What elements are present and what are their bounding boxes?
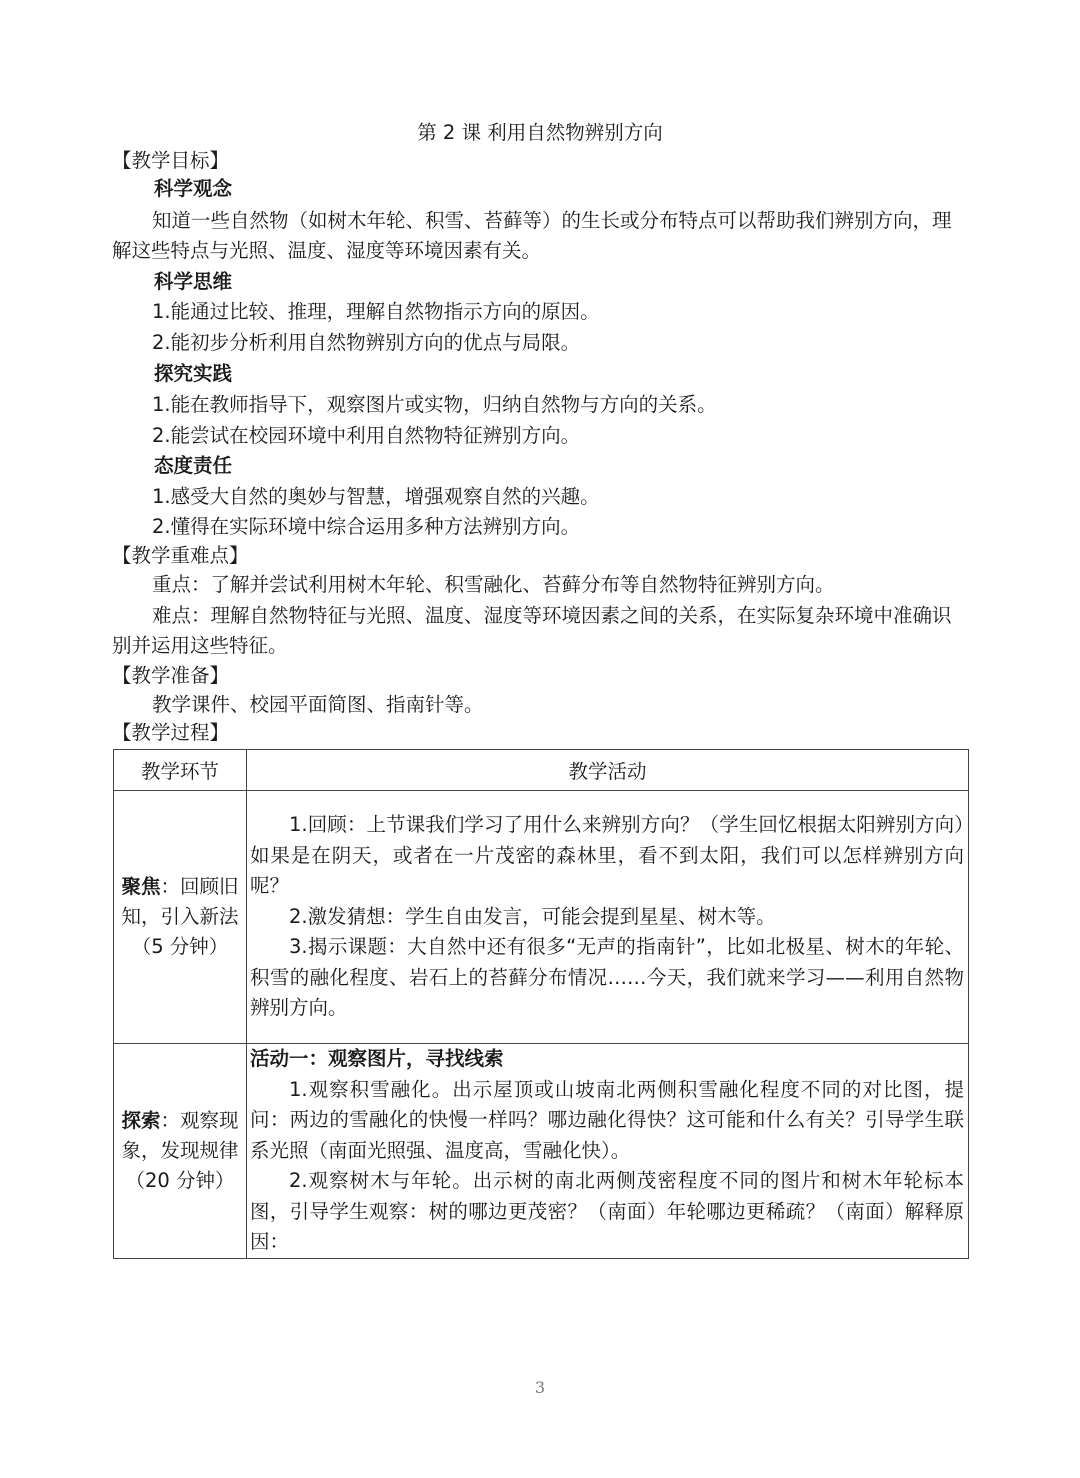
- stage-focus-name: 聚焦: [121, 875, 161, 898]
- stage-focus-line2: 知，引入新法: [121, 905, 239, 928]
- focus-paragraph-3: 3.揭示课题：大自然中还有很多“无声的指南针”，比如北极星、树木的年轮、积雪的融化程度、岩石上的苔藓分布情况……今天，我们就来学习——利用自然物辨别方向。: [250, 935, 964, 1020]
- focus-paragraph-1: 1.回顾：上节课我们学习了用什么来辨别方向？（学生回忆根据太阳辨别方向）如果是在阴天，或者在一片茂密的森林里，看不到太阳，我们可以怎样辨别方向呢？: [250, 813, 964, 898]
- attitude-item-2: 2.懂得在实际环境中综合运用多种方法辨别方向。: [152, 515, 581, 538]
- page-title: 第 2 课 利用自然物辨别方向: [417, 121, 663, 144]
- stage-focus-line1: [114, 872, 246, 902]
- practice-item-1: 1.能在教师指导下，观察图片或实物，归纳自然物与方向的关系。: [152, 393, 717, 416]
- section-heading-process: 【教学过程】: [112, 721, 230, 744]
- subheading-concept: 科学观念: [154, 177, 233, 200]
- table-header-row: [114, 750, 969, 791]
- focus-paragraph-2: 2.激发猜想：学生自由发言，可能会提到星星、树木等。: [289, 904, 776, 928]
- activity-cell-focus: [247, 791, 969, 1044]
- explore-paragraph-2: 2.观察树木与年轮。出示树的南北两侧茂密程度不同的图片和树木年轮标本图，引导学生观察：树的哪边更茂密？（南面）年轮哪边更稀疏？（南面）解释原因：: [250, 1169, 964, 1254]
- subheading-practice: 探究实践: [154, 362, 233, 385]
- key-point-difficulty-line1: 难点：理解自然物特征与光照、温度、湿度等环境因素之间的关系，在实际复杂环境中准确识: [152, 604, 952, 627]
- stage-explore-line1: [114, 1106, 246, 1136]
- stage-explore-line1-rest: ：观察现: [160, 1109, 239, 1132]
- practice-item-2: 2.能尝试在校园环境中利用自然物特征辨别方向。: [152, 424, 581, 447]
- table-row: [114, 1044, 969, 1259]
- concept-text-line1: 知道一些自然物（如树木年轮、积雪、苔藓等）的生长或分布特点可以帮助我们辨别方向，理: [152, 209, 952, 232]
- subheading-attitude: 态度责任: [154, 454, 233, 477]
- thinking-item-2: 2.能初步分析利用自然物辨别方向的优点与局限。: [152, 331, 581, 354]
- activity-cell-explore: [247, 1044, 969, 1259]
- section-heading-preparation: 【教学准备】: [112, 664, 230, 687]
- page-number: 3: [534, 1378, 546, 1397]
- table-row: [114, 791, 969, 1044]
- stage-focus-line1-rest: ：回顾旧: [160, 875, 239, 898]
- stage-cell-explore: [114, 1044, 247, 1259]
- teaching-process-table: [113, 749, 969, 1259]
- section-heading-objectives: 【教学目标】: [112, 149, 230, 172]
- key-point-focus: 重点：了解并尝试利用树木年轮、积雪融化、苔藓分布等自然物特征辨别方向。: [152, 573, 835, 596]
- activity-subtitle: 活动一：观察图片，寻找线索: [250, 1047, 504, 1071]
- preparation-text: 教学课件、校园平面简图、指南针等。: [152, 693, 484, 716]
- key-point-difficulty-line2: 别并运用这些特征。: [112, 634, 288, 657]
- section-heading-key-points: 【教学重难点】: [112, 544, 249, 567]
- table-header-activity: 教学活动: [247, 750, 969, 791]
- attitude-item-1: 1.感受大自然的奥妙与智慧，增强观察自然的兴趣。: [152, 485, 600, 508]
- stage-explore-name: 探索: [121, 1109, 161, 1132]
- table-header-stage: 教学环节: [114, 750, 247, 791]
- stage-explore-line3: （20 分钟）: [125, 1169, 235, 1192]
- explore-paragraph-1: 1.观察积雪融化。出示屋顶或山坡南北两侧积雪融化程度不同的对比图，提问：两边的雪融化的快慢一样吗？哪边融化得快？这可能和什么有关？引导学生联系光照（南面光照强、温度高，雪融化快）。: [250, 1077, 964, 1162]
- thinking-item-1: 1.能通过比较、推理，理解自然物指示方向的原因。: [152, 300, 600, 323]
- subheading-thinking: 科学思维: [154, 270, 233, 293]
- stage-explore-line2: 象，发现规律: [121, 1139, 239, 1162]
- stage-cell-focus: [114, 791, 247, 1044]
- stage-focus-line3: （5 分钟）: [131, 935, 229, 958]
- concept-text-line2: 解这些特点与光照、温度、湿度等环境因素有关。: [112, 239, 542, 262]
